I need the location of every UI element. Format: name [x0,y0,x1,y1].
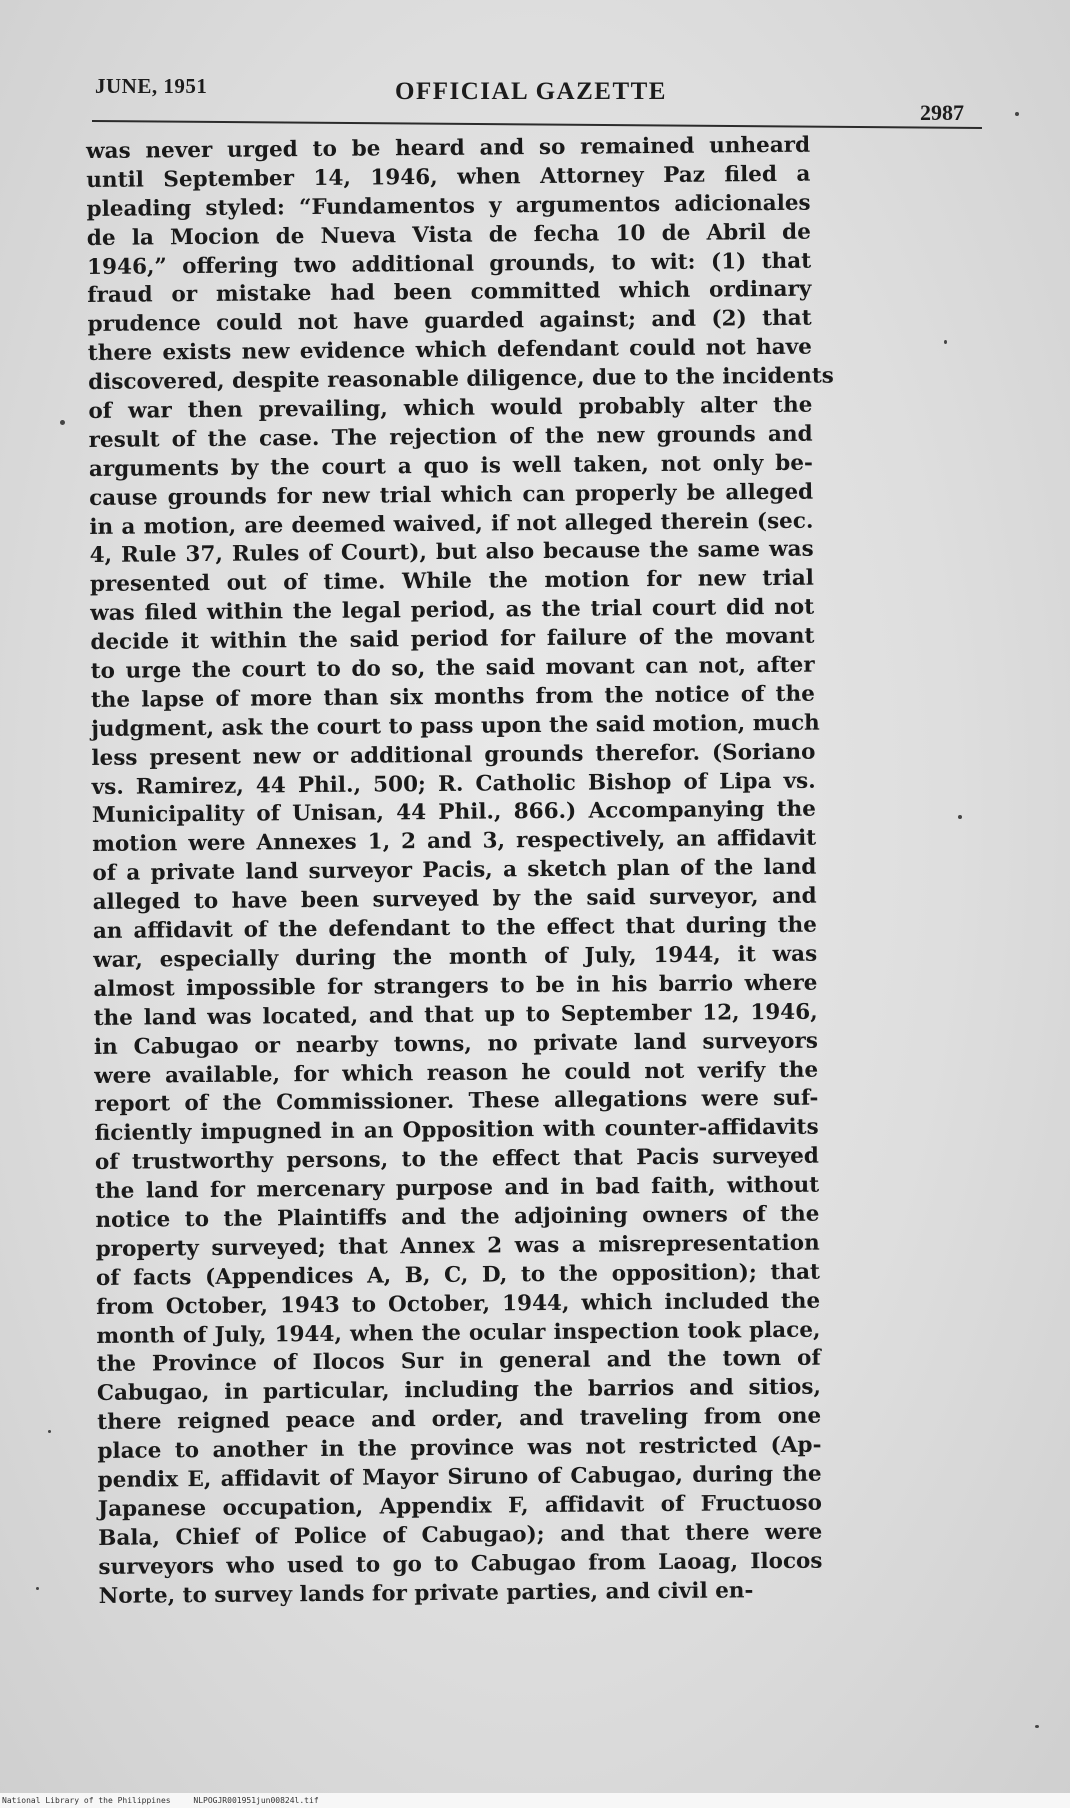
body-line: Cabugao, in particular, including the barrios and sitios, [96,1374,822,1407]
body-line: from October, 1943 to October, 1944, which included the [96,1288,821,1320]
body-line: pendix E, affidavit of Mayor Siruno of Cabugao, during the [97,1461,822,1493]
body-line: notice to the Plaintiffs and the adjoining owners of the [95,1201,820,1233]
scan-footer [0,1793,1070,1808]
body-line: fraud or mistake had been committed which ordinary [87,277,812,309]
body-line: there exists new evidence which defendant could not have [87,334,812,367]
page-header [95,70,985,125]
body-line: of a private land surveyor Pacis, a sketch plan of the land [92,854,817,887]
scan-speck [1035,1725,1039,1728]
body-line: the land was located, and that up to September 12, 1946, [93,999,818,1031]
body-line: alleged to have been surveyed by the said surveyor, and [92,883,817,916]
body-line: Norte, to survey lands for private parties, and civil en- [98,1577,754,1609]
body-line: less present new or additional grounds therefor. (Soriano [91,739,816,771]
scan-speck [60,420,65,425]
scan-speck [1015,112,1019,116]
body-line: the land for mercenary purpose and in bad faith, without [95,1172,820,1205]
body-line: war, especially during the month of July, 1944, it was [93,941,818,973]
body-text [86,132,834,1612]
body-line: property surveyed; that Annex 2 was a misrepresentation [95,1230,820,1262]
body-line: until September 14, 1946, when Attorney Paz filed a [86,161,811,193]
body-line: an affidavit of the defendant to the effect that during the [92,912,818,945]
body-line: was never urged to be heard and so remained unheard [86,132,811,164]
body-line: there reigned peace and order, and traveling from one [97,1403,822,1436]
scan-speck [958,815,962,819]
body-line: in Cabugao or nearby towns, no private land surveyors [93,1028,819,1060]
body-line: almost impossible for strangers to be in his barrio where [93,970,818,1002]
body-line: 4, Rule 37, Rules of Court), but also because the same was [89,537,814,569]
body-line: in a motion, are deemed waived, if not alleged therein (sec. [89,508,814,540]
header-date: JUNE, 1951 [95,74,208,98]
body-line: surveyors who used to go to Cabugao from Laoag, Ilocos [98,1548,823,1580]
body-line: ficiently impugned in an Opposition with counter-affidavits [94,1114,819,1147]
body-line: of facts (Appendices A, B, C, D, to the opposition); that [95,1259,821,1291]
body-line: place to another in the province was not restricted (Ap- [97,1432,822,1465]
header-rule [92,120,982,129]
footer-library: National Library of the Philippines [2,1796,171,1805]
body-line: month of July, 1944, when the ocular inspection took place, [96,1317,821,1349]
body-line: was filed within the legal period, as the trial court did not [90,594,815,627]
body-line: result of the case. The rejection of the new grounds and [88,421,813,453]
body-line: were available, for which reason he could not verify the [94,1057,819,1089]
body-line: pleading styled: “Fundamentos y argumentos adicionales [86,190,811,222]
body-line: de la Mocion de Nueva Vista de fecha 10 de Abril de [86,219,811,251]
body-line: to urge the court to do so, the said movant can not, after [90,652,815,685]
body-line: arguments by the court a quo is well taken, not only be- [88,450,813,482]
body-line: motion were Annexes 1, 2 and 3, respectively, an affidavit [92,826,817,858]
body-line: of trustworthy persons, to the effect that Pacis surveyed [94,1143,820,1176]
body-line: prudence could not have guarded against; and (2) that [87,306,812,338]
body-line: judgment, ask the court to pass upon the said motion, much [91,710,820,742]
body-line: Japanese occupation, Appendix F, affidavit of Fructuoso [97,1490,823,1522]
scan-speck [36,1587,39,1590]
body-line: the lapse of more than six months from the notice of the [90,681,815,713]
body-line: discovered, despite reasonable diligence, due to the incidents [88,363,834,396]
body-line: 1946,” offering two additional grounds, to wit: (1) that [87,248,812,280]
body-line: report of the Commissioner. These allegations were suf- [94,1086,819,1118]
body-line: vs. Ramirez, 44 Phil., 500; R. Catholic Bishop of Lipa vs. [91,768,816,800]
body-line: Bala, Chief of Police of Cabugao); and that there were [98,1519,823,1551]
body-line: cause grounds for new trial which can properly be alleged [89,479,814,511]
body-line: the Province of Ilocos Sur in general and the town of [96,1346,821,1378]
scan-speck [944,340,947,344]
header-title: OFFICIAL GAZETTE [395,78,667,105]
footer-file: NLPOGJR001951jun00824l.tif [193,1796,319,1805]
body-line: presented out of time. While the motion for new trial [89,566,814,598]
scan-speck [48,1430,51,1433]
body-line: of war then prevailing, which would probably alter the [88,392,813,425]
body-line: decide it within the said period for failure of the movant [90,623,815,656]
page-number: 2987 [920,100,964,125]
body-line: Municipality of Unisan, 44 Phil., 866.) Accompanying the [91,797,816,829]
